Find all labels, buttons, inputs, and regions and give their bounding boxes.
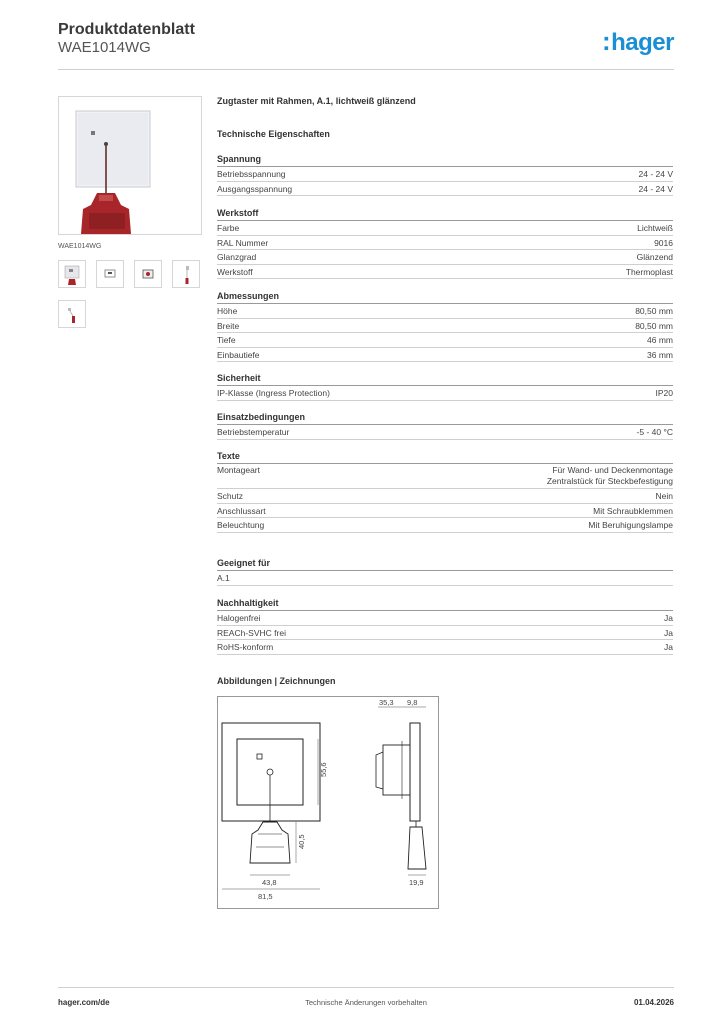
spec-row: Anschlussart Mit Schraubklemmen (217, 504, 673, 519)
product-title: Zugtaster mit Rahmen, A.1, lichtweiß glänzend (217, 96, 416, 106)
group-spannung (217, 154, 673, 196)
spec-row: Ausgangsspannung 24 - 24 V (217, 182, 673, 197)
group-title: Werkstoff (217, 208, 673, 221)
footer-note: Technische Änderungen vorbehalten (305, 998, 427, 1007)
group-sicherheit (217, 373, 673, 401)
page-header (58, 20, 674, 70)
dim-55-6: 55,6 (319, 762, 328, 777)
dim-81-5: 81,5 (258, 892, 273, 901)
spec-row: Glanzgrad Glänzend (217, 250, 673, 265)
page-footer (58, 987, 674, 1013)
group-nachhaltigkeit (217, 598, 673, 655)
image-column (58, 96, 202, 328)
spec-row: REACh-SVHC frei Ja (217, 626, 673, 641)
group-title: Geeignet für (217, 558, 673, 571)
thumbnail-switch-open[interactable] (134, 260, 162, 288)
group-title: Nachhaltigkeit (217, 598, 673, 611)
spec-row: Einbautiefe 36 mm (217, 348, 673, 363)
spec-row: Schutz Nein (217, 489, 673, 504)
spec-column (217, 96, 673, 901)
drawings-title: Abbildungen | Zeichnungen (217, 676, 336, 686)
spec-row: RoHS-konform Ja (217, 640, 673, 655)
spec-row: Halogenfrei Ja (217, 611, 673, 626)
group-werkstoff (217, 208, 673, 279)
group-einsatz (217, 412, 673, 440)
thumbnail-front[interactable] (58, 260, 86, 288)
group-title: Einsatzbedingungen (217, 412, 673, 425)
spec-row: Tiefe 46 mm (217, 333, 673, 348)
spec-row: RAL Nummer 9016 (217, 236, 673, 251)
spec-row: Betriebstemperatur -5 - 40 °C (217, 425, 673, 440)
thumbnail-cord-side[interactable] (172, 260, 200, 288)
spec-row: Betriebsspannung 24 - 24 V (217, 167, 673, 182)
dim-35-3: 35,3 (379, 698, 394, 707)
dim-19-9: 19,9 (409, 878, 424, 887)
spec-row: Montageart Für Wand- und Deckenmontage Zentralstück für Steckbefestigung (217, 464, 673, 489)
spec-row: Beleuchtung Mit Beruhigungslampe (217, 518, 673, 533)
group-title: Texte (217, 451, 673, 464)
group-abmessungen (217, 291, 673, 362)
group-title: Spannung (217, 154, 673, 167)
spec-row: A.1 (217, 571, 673, 586)
product-image[interactable] (58, 96, 202, 235)
document-title: Produktdatenblatt (58, 21, 195, 38)
group-title: Sicherheit (217, 373, 673, 386)
dim-40-5: 40,5 (297, 834, 306, 849)
dim-43-8: 43,8 (262, 878, 277, 887)
footer-date: 01.04.2026 (633, 998, 674, 1007)
spec-row: Breite 80,50 mm (217, 319, 673, 334)
spec-row: IP-Klasse (Ingress Protection) IP20 (217, 386, 673, 401)
spec-row: Farbe Lichtweiß (217, 221, 673, 236)
tech-section-title: Technische Eigenschaften (217, 129, 330, 139)
thumbnail-switch[interactable] (96, 260, 124, 288)
group-title: Abmessungen (217, 291, 673, 304)
thumbnail-cord-detail[interactable] (58, 300, 86, 328)
footer-website-link[interactable]: hager.com/de (58, 998, 110, 1007)
dim-9-8: 9,8 (407, 698, 418, 707)
spec-row: Werkstoff Thermoplast (217, 265, 673, 280)
group-texte (217, 451, 673, 533)
hager-logo: :hager (601, 26, 674, 56)
image-caption: WAE1014WG (58, 243, 102, 250)
thumbnail-list (58, 260, 208, 328)
article-number: WAE1014WG (58, 39, 151, 56)
spec-row: Höhe 80,50 mm (217, 304, 673, 319)
group-geeignet (217, 558, 673, 586)
technical-drawing[interactable] (217, 696, 439, 909)
